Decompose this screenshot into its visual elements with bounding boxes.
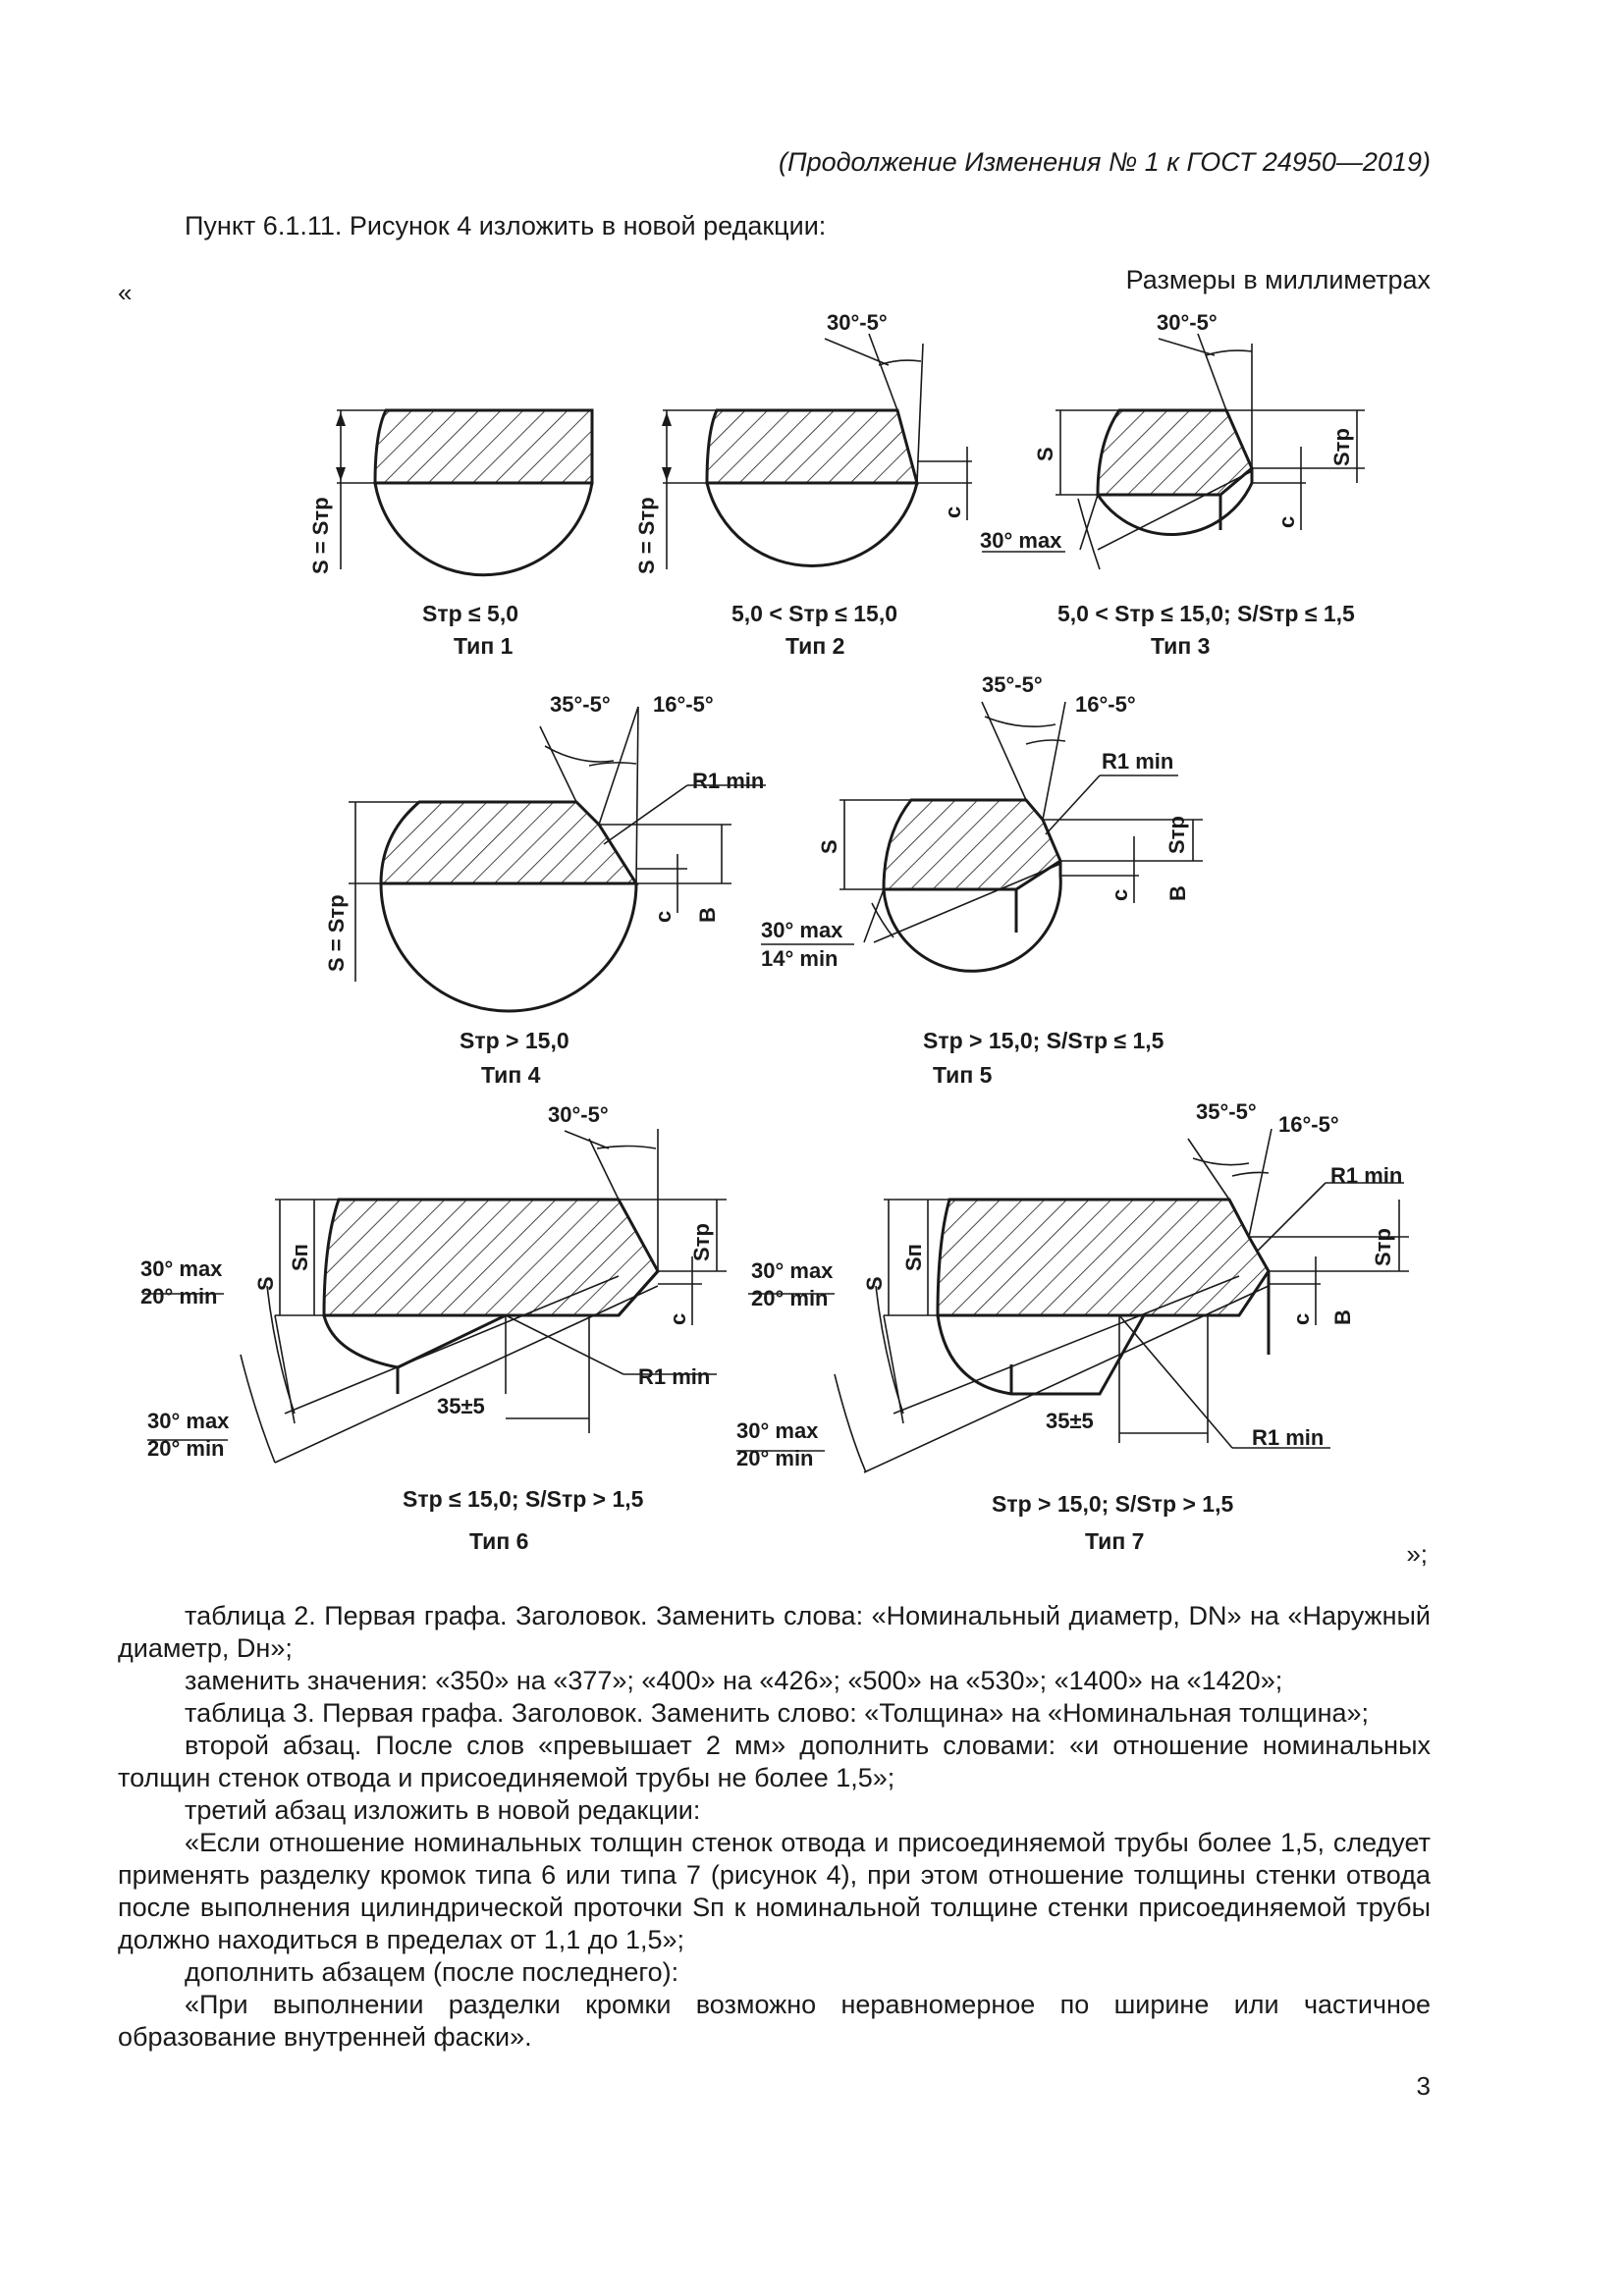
type1-s-label: S = Sтр — [308, 497, 333, 574]
type3-drawing — [980, 310, 1365, 569]
type6-sp: Sп — [288, 1244, 312, 1271]
type6-condition: Sтр ≤ 15,0; S/Sтр > 1,5 — [403, 1486, 644, 1512]
paragraph-5: третий абзац изложить в новой редакции: — [185, 1795, 701, 1825]
type3-angle: 30°-5° — [1157, 310, 1218, 335]
type5-c: c — [1108, 888, 1132, 901]
type5-angle-a: 35°-5° — [982, 672, 1043, 697]
type6-a3: 30° max — [147, 1409, 230, 1433]
type5-condition: Sтр > 15,0; S/Sтр ≤ 1,5 — [923, 1028, 1164, 1053]
type4-condition: Sтр > 15,0 — [460, 1028, 569, 1053]
type2-s-label: S = Sтр — [634, 497, 659, 574]
type4-name: Тип 4 — [481, 1062, 541, 1088]
type3-condition: 5,0 < Sтр ≤ 15,0; S/Sтр ≤ 1,5 — [1057, 601, 1355, 626]
type6-drawing — [140, 1102, 727, 1463]
type4-angle-b: 16°-5° — [653, 692, 714, 717]
type6-str: Sтр — [689, 1223, 714, 1261]
type7-angle-a: 35°-5° — [1196, 1099, 1257, 1124]
paragraph-3: таблица 3. Первая графа. Заголовок. Заменить слово: «Толщина» на «Номинальная толщина»; — [185, 1698, 1370, 1728]
type2-drawing — [634, 310, 972, 574]
type3-c: c — [1274, 515, 1299, 528]
type7-drawing — [736, 1099, 1409, 1472]
type1-name: Тип 1 — [454, 633, 514, 659]
type4-s-label: S = Sтр — [324, 894, 349, 972]
paragraph-4: второй абзац. После слов «превышает 2 мм» дополнить словами: «и отношение номинальных толщин стенок отвода и присоединяемой трубы не более 1,5»; — [118, 1731, 1431, 1792]
type3-s: S — [1033, 447, 1057, 461]
type4-radius: R1 min — [692, 769, 765, 793]
type4-c: c — [651, 910, 676, 923]
type7-c: c — [1289, 1312, 1314, 1325]
type7-name: Тип 7 — [1085, 1528, 1145, 1554]
type1-condition: Sтр ≤ 5,0 — [422, 601, 519, 626]
paragraph-7: дополнить абзацем (после последнего): — [185, 1957, 679, 1987]
type6-a4: 20° min — [147, 1436, 225, 1461]
type5-angle-b: 16°-5° — [1075, 692, 1136, 717]
type6-radius: R1 min — [638, 1364, 711, 1389]
type2-c: c — [941, 506, 965, 518]
type7-b: B — [1330, 1309, 1355, 1325]
type1-drawing — [308, 410, 592, 575]
paragraph-2: заменить значения: «350» на «377»; «400» на «426»; «500» на «530»; «1400» на «1420»; — [185, 1666, 1283, 1695]
paragraph-6: «Если отношение номинальных толщин стенок отвода и присоединяемой трубы более 1,5, следует применять разделку кромок типа 6 или типа 7 (рисунок 4), при этом отношение толщины стенки отвода после выполнения цилиндрической проточки Sп к номинальной толщине стенки присоединяемой трубы должно находиться в пределах от 1,1 до 1,5»; — [118, 1828, 1431, 1954]
paragraph-8: «При выполнении разделки кромки возможно неравномерное по ширине или частичное образование внутренней фаски». — [118, 1990, 1431, 2052]
quote-close: »; — [1406, 1539, 1428, 1569]
amendment-text — [118, 1600, 1431, 2054]
type2-angle: 30°-5° — [827, 310, 888, 335]
type5-str: Sтр — [1164, 816, 1189, 854]
type6-len: 35±5 — [437, 1394, 485, 1418]
type7-condition: Sтр > 15,0; S/Sтр > 1,5 — [992, 1491, 1234, 1517]
type5-drawing — [761, 672, 1203, 971]
type6-angle: 30°-5° — [548, 1102, 609, 1127]
type2-condition: 5,0 < Sтр ≤ 15,0 — [731, 601, 898, 626]
document-header: (Продолжение Изменения № 1 к ГОСТ 24950—2019) — [779, 147, 1431, 177]
type7-len: 35±5 — [1046, 1409, 1094, 1433]
type3-name: Тип 3 — [1151, 633, 1211, 659]
type6-c: c — [666, 1312, 690, 1325]
type5-b: B — [1165, 885, 1190, 901]
type7-a2: 20° min — [751, 1286, 829, 1310]
paragraph-1: таблица 2. Первая графа. Заголовок. Заменить слова: «Номинальный диаметр, DN» на «Наружный диаметр, Dн»; — [118, 1601, 1431, 1663]
type6-s: S — [253, 1276, 278, 1291]
type7-s: S — [862, 1276, 887, 1291]
type6-a2: 20° min — [140, 1284, 218, 1308]
type4-drawing — [324, 692, 766, 1011]
type3-angle2: 30° max — [980, 528, 1062, 553]
type6-a1: 30° max — [140, 1256, 223, 1281]
type7-sp: Sп — [901, 1244, 926, 1271]
type4-b: B — [695, 907, 720, 923]
type5-s: S — [817, 839, 841, 854]
type7-str: Sтр — [1371, 1228, 1395, 1266]
type5-angle2b: 14° min — [761, 946, 839, 971]
type6-name: Тип 6 — [469, 1528, 529, 1554]
type7-a3: 30° max — [736, 1418, 819, 1443]
page-number: 3 — [1416, 2071, 1431, 2101]
type5-name: Тип 5 — [933, 1062, 993, 1088]
quote-open: « — [118, 278, 133, 307]
intro-paragraph: Пункт 6.1.11. Рисунок 4 изложить в новой редакции: — [185, 211, 827, 240]
type4-angle-a: 35°-5° — [550, 692, 611, 717]
type5-angle2a: 30° max — [761, 918, 843, 942]
units-note: Размеры в миллиметрах — [1125, 265, 1431, 294]
type7-a4: 20° min — [736, 1446, 814, 1470]
type7-a1: 30° max — [751, 1258, 834, 1283]
type7-radius-top: R1 min — [1330, 1163, 1403, 1188]
type7-radius: R1 min — [1252, 1425, 1325, 1450]
type2-name: Тип 2 — [785, 633, 845, 659]
type3-str: Sтр — [1329, 428, 1354, 466]
type5-radius: R1 min — [1102, 749, 1174, 774]
type7-angle-b: 16°-5° — [1278, 1112, 1339, 1137]
